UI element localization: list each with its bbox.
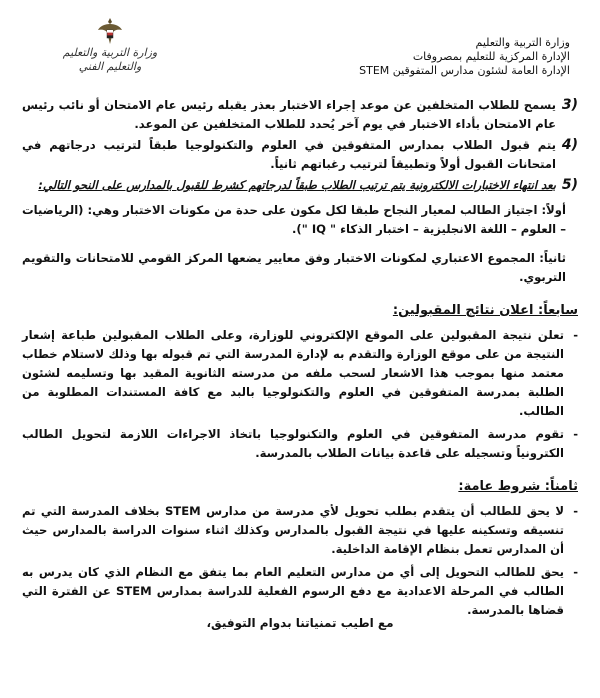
section-7-title: سابعاً: اعلان نتائج المقبولين: (392, 303, 578, 318)
letterhead (0, 12, 600, 104)
ministry-lines (310, 36, 570, 78)
bullet-icon: - (573, 427, 578, 441)
bullet-icon: - (573, 504, 578, 518)
item-number: 4) (561, 137, 578, 153)
criterion-second: ثانياً: المجموع الاعتباري لمكونات الاختبار وفق معايير يضعها المركز القومي للامتحانات والتقويم التربوي. (22, 251, 566, 284)
item-text: يتم قبول الطلاب بمدارس المتفوقين في العلوم والتكنولوجيا طبقاً لترتيب درجاتهم في امتحانات القبول أولاً وتطبيقاً لترتيب رغباتهم ثانياً. (22, 138, 556, 171)
item-3 (22, 96, 578, 134)
item-5 (22, 176, 578, 195)
eagle-emblem-icon (97, 16, 123, 46)
criterion-first: أولاً: اجتياز الطالب لمعيار النجاح طبقا لكل مكون على حدة من مكونات الاختبار وهي: (الرياضيات – العلوم – اللغة الانجليزية – اختبار الذكاء " IQ "). (22, 203, 566, 236)
list-item: - يحق للطالب التحويل إلى أي من مدارس التعليم العام بما يتفق مع النظام الذي كان يدرس به الطالب في المرحلة الاعدادية مع دفع الرسوم الفعلية للدراسة بمدارس STEM عن الفترة التي قضاها بالمدرسة. (22, 565, 578, 617)
central-admin-name: الإدارة المركزية للتعليم بمصروفات (412, 50, 570, 63)
ministry-name: وزارة التربية والتعليم (475, 36, 570, 49)
item-number: 5) (561, 177, 578, 193)
list-item: - لا يحق للطالب أن يتقدم بطلب تحويل لأي مدرسة من مدارس STEM بخلاف المدرسة التي تم تنسيقه وتسكينه عليها في نتيجة القبول بالمدارس وكذلك اثناء سنوات الدراسة بالمدارس حيث أن المدارس تعمل بنظام الإقامة الداخلية. (22, 504, 578, 556)
logo-text-1: وزارة التربية والتعليم (62, 46, 158, 59)
list-item: - تعلن نتيجة المقبولين على الموقع الإلكتروني للوزارة، وعلى الطلاب المقبولين طباعة إشعار النتيجة من على موقع الوزارة والتقدم به لإدارة المدرسة التي تم قبوله بها وذلك لاستلام خطاب معتمد منها بموجب هذا الاشعار لسحب ملفه من مدرسته الثانوية المقيد بها وتسليمه لشئون الطلبة بمدرسة المتفوقين في العلوم والتكنولوجيا بالبد مع كافة المستندات المطلوبة من الطالب. (22, 328, 578, 418)
section-8-list (22, 502, 578, 620)
bullet-icon: - (573, 328, 578, 342)
item-4 (22, 136, 578, 174)
item-text: بعد انتهاء الاختبارات الالكترونية يتم ترتيب الطلاب طبقاً لدرجاتهم كشرط للقبول بالمدارس على النحو التالي: (38, 178, 556, 192)
bullet-icon: - (573, 565, 578, 579)
list-item: - تقوم مدرسة المتفوقين في العلوم والتكنولوجيا باتخاذ الاجراءات اللازمة لتحويل الطالب الكترونياً وتسجيله على قاعدة بيانات الطلاب بالمدرسة. (22, 427, 578, 460)
letter-body (22, 96, 578, 624)
section-7-list (22, 326, 578, 463)
general-admin-name: الإدارة العامة لشئون مدارس المتفوقين STEM (359, 64, 570, 77)
item-number: 3) (561, 97, 578, 113)
ministry-logo (40, 16, 180, 74)
item-text: يسمح للطلاب المتخلفين عن موعد إجراء الاختبار بعذر يقبله رئيس عام الامتحان أو نائب رئيس عام الامتحان بأداء الاختبار في يوم آخر يُحدد للطلاب المتخلفين عن الموعد. (22, 98, 556, 131)
section-8-title: ثامناً: شروط عامة: (458, 479, 578, 494)
logo-text-2: والتعليم الفني (78, 60, 142, 73)
closing-line: مع اطيب تمنياتنا بدوام التوفيق، (206, 616, 394, 630)
